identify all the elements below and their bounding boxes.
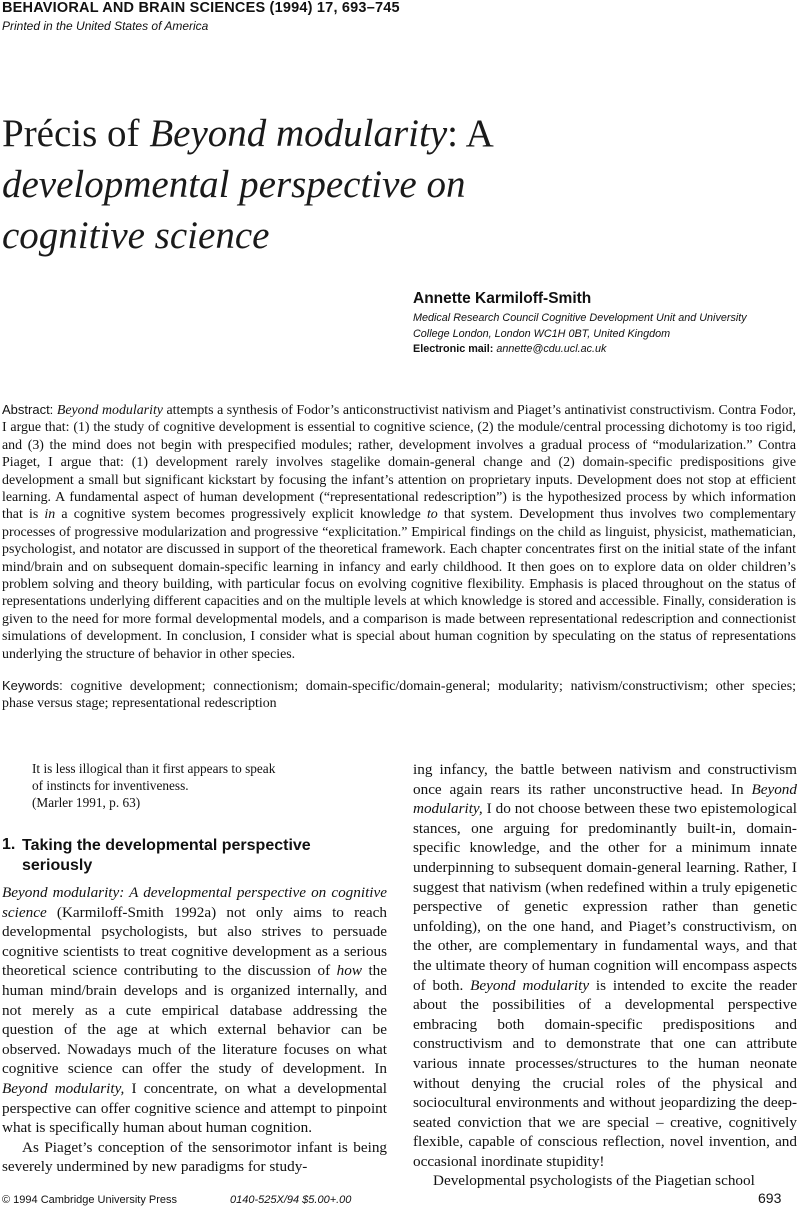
text-run: (Karmiloff-Smith 1992a) not only aims to reach developmental psychologists, but also strives to persuade cognitive scientists to treat cognitive development as a serious theoretical science contributing to the discussion of (2, 903, 387, 980)
journal-name: BEHAVIORAL AND BRAIN SCIENCES (1994) (2, 0, 313, 16)
title-roman: Précis of (2, 112, 150, 155)
epigraph-line-2: of instincts for inventiveness. (32, 778, 189, 793)
issn-price: 0140-525X/94 $5.00+.00 (230, 1194, 352, 1206)
title-line-2: developmental perspective on (2, 163, 466, 206)
abstract-text-2: a cognitive system becomes progressively explicit knowledge (55, 507, 427, 523)
copyright: © 1994 Cambridge University Press (2, 1194, 178, 1206)
italic-run: Beyond modularity, (2, 1079, 125, 1097)
keywords-text: cognitive development; connectionism; domain-specific/domain-general; modularity; nativism/constructivism; other species; phase versus stage; representational redescription (2, 679, 796, 712)
page-number: 693 (758, 1190, 782, 1206)
text-run: is intended to excite the reader about the possibilities of a developmental perspective embracing both domain-specific predispositions and constructivism and to demonstrate that one can attribute various innate processes/structures to the human neonate without denying the crucial roles of the physical and sociocultural environments and without jeopardizing the deep-seated conviction that we are special – creative, cognitively flexible, capable of conscious reflection, novel invention, and occasional inordinate stupidity! (413, 976, 797, 1170)
affiliation-line-1: Medical Research Council Cognitive Development Unit and University (413, 312, 747, 324)
keywords-label: Keywords: (2, 678, 63, 693)
title-rest: : A (447, 112, 494, 155)
section-number: 1. (2, 836, 16, 853)
abstract-italic-2: in (44, 507, 56, 523)
abstract-italic-3: to (426, 507, 438, 523)
abstract-text-1: attempts a synthesis of Fodor’s anticonstructivist nativism and Piaget’s antinativist constructivism. Contra Fodor, I argue that: (1) the study of cognitive development is essential to cognitive science, (2) the module/central processing dichotomy is too rigid, and (3) the mind does not begin with prespecified modules; rather, development involves a gradual process of “modularization.” Contra Piaget, I argue that: (1) development rarely involves stagelike domain-general change and (2) domain-specific predispositions give development a small but significant kickstart by focusing the infant’s attention on proprietary inputs. Development does not stop at efficient learning. A fundamental aspect of human development (“representational redescription”) is the hypothesized process by which information that is (2, 403, 796, 523)
paper-title (2, 108, 622, 261)
epigraph-citation: (Marler 1991, p. 63) (32, 795, 141, 810)
title-line-3: cognitive science (2, 214, 270, 257)
text-run: I concentrate, on what a developmental perspective can offer cognitive science and attempt to pinpoint what is specifically human about human cognition. (2, 1079, 387, 1137)
email-label: Electronic mail: (413, 343, 494, 355)
journal-header (2, 0, 400, 16)
paragraph: As Piaget’s conception of the sensorimotor infant is being severely undermined by new paradigms for study- (2, 1138, 387, 1176)
abstract-italic-1: Beyond modularity (56, 403, 163, 418)
email-address[interactable]: annette@cdu.ucl.ac.uk (496, 343, 607, 355)
abstract-text-3: that system. Development thus involves two complementary processes of progressive modularization and progressive “explicitation.” Empirical findings on the child as linguist, physicist, mathematician, psychologist, and notator are discussed in support of the theoretical framework. Each chapter concentrates first on the initial state of the infant mind/brain and on subsequent domain-specific learning in infancy and early childhood. It then goes on to explore data on older children’s problem solving and theory building, with particular focus on evolving cognitive flexibility. Emphasis is placed throughout on the status of representations underlying different capacities and on the multiple levels at which knowledge is stored and accessible. Finally, consideration is given to the need for more formal developmental models, and a comparison is made between representational redescription and connectionist simulations of development. In conclusion, I consider what is special about human cognition by speculating on the status of representations underlying the structure of behavior in other species. (2, 507, 796, 662)
section-title: Taking the developmental perspective seriously (22, 837, 311, 874)
text-run: ing infancy, the battle between nativism and constructivism once again rears its rather unconstructive head. In (413, 761, 797, 798)
body-column-left (2, 883, 387, 1177)
title-italic: Beyond modularity (149, 112, 448, 155)
author-affiliation (413, 311, 783, 342)
affiliation-line-2: College London, London WC1H 0BT, United Kingdom (413, 327, 671, 340)
italic-run: how (336, 962, 362, 980)
volume-pages: 17, 693–745 (316, 0, 400, 16)
keywords (2, 677, 796, 713)
italic-run: Beyond modularity (470, 976, 590, 994)
paragraph (413, 760, 797, 1171)
title-line-1 (2, 108, 622, 159)
abstract-label: Abstract: (2, 402, 54, 417)
epigraph-line-1: It is less illogical than it first appears to speak (32, 761, 276, 776)
paragraph: Developmental psychologists of the Piagetian school (433, 1172, 755, 1190)
italic-run: Beyond modularity, (413, 780, 797, 818)
author-email (413, 343, 606, 355)
text-run: I do not choose between these two epistemological stances, one arguing for predominantly built-in, domain-specific knowledge, and the other for a minimum innate underpinning to subsequent domain-general learning. Rather, I suggest that nativism (when redefined within a truly epigenetic perspective of genetic expression rather than genetic unfolding), on the one hand, and Piaget’s constructivism, on the other, are complementary in fundamental ways, and that the ultimate theory of human cognition will encompass aspects of both. (413, 800, 797, 994)
printed-note: Printed in the United States of America (2, 19, 209, 33)
body-column-right (413, 760, 797, 1191)
text-run: the human mind/brain develops and is organized internally, and not merely as a cute empirical database addressing the question of the age at which external behavior can be observed. Nowadays much of the literature focuses on what cognitive science can offer the study of development. In (2, 962, 387, 1078)
abstract (2, 401, 796, 663)
paragraph (2, 883, 387, 1138)
italic-run: Beyond modularity: A developmental perspective on cognitive science (2, 884, 387, 921)
author-name: Annette Karmiloff-Smith (413, 290, 592, 307)
epigraph (32, 760, 372, 811)
